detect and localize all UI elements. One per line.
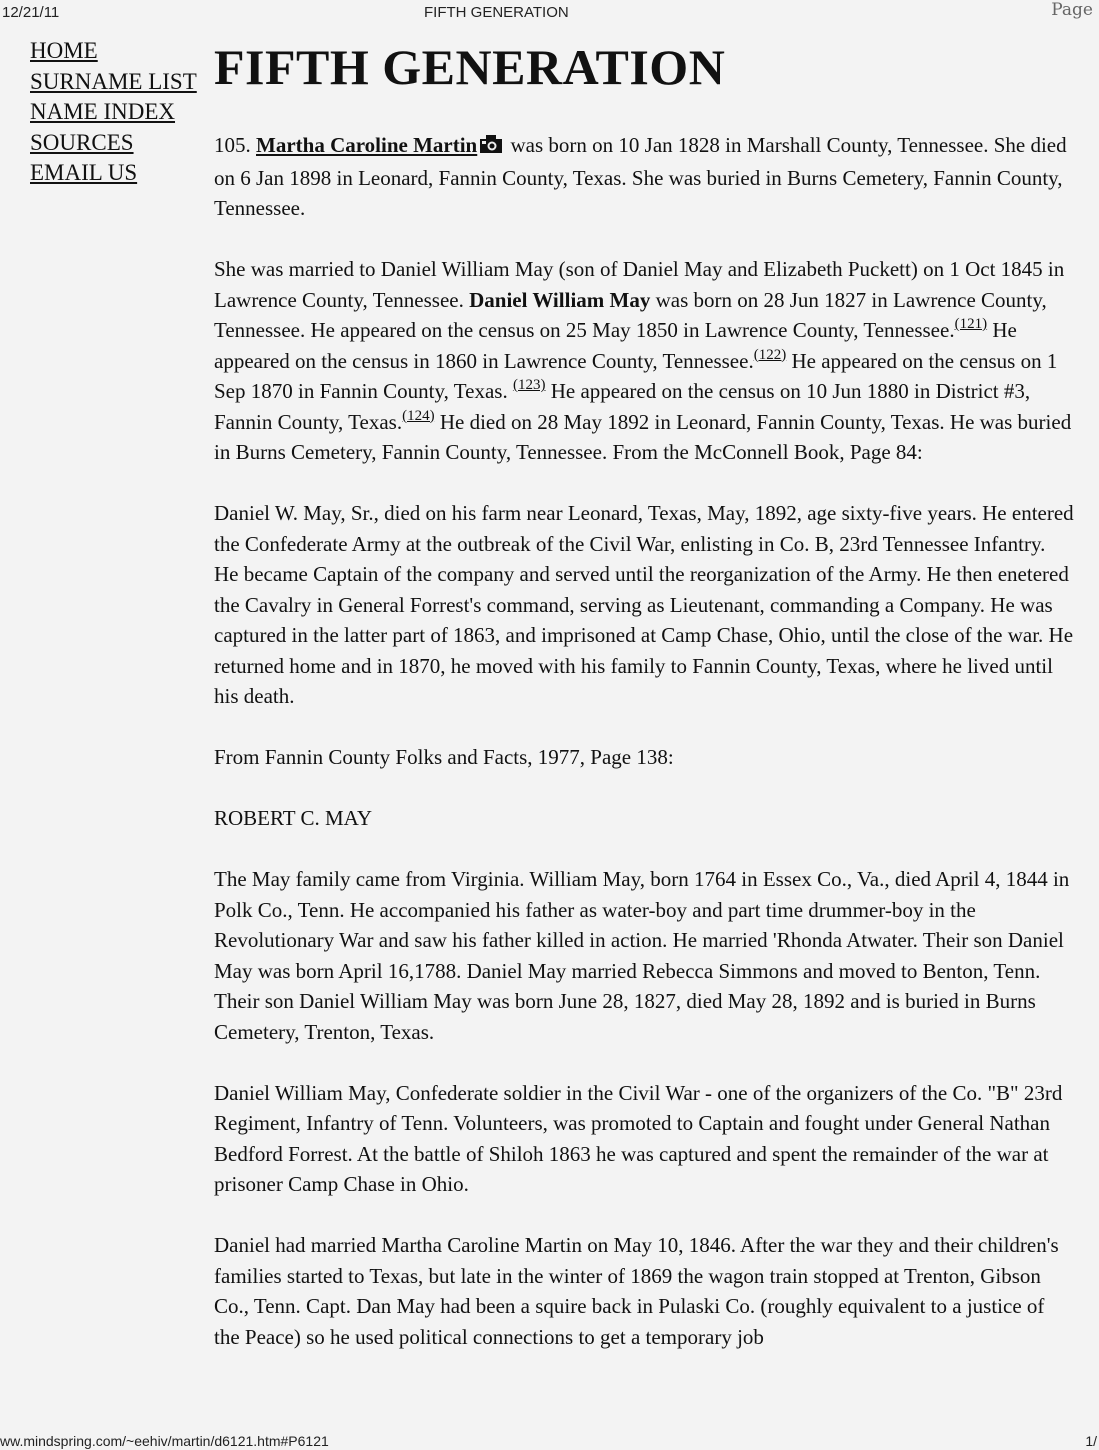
print-footer-url: ww.mindspring.com/~eehiv/martin/d6121.htm#P6121: [0, 1433, 329, 1449]
spouse-name: Daniel William May: [469, 287, 651, 312]
entry-text: She was married to Daniel William May (son of Daniel May and Elizabeth Puckett) on 1 Oct 1845 in Lawrence County, Tennessee.: [214, 257, 1065, 312]
print-date: 12/21/11: [2, 4, 60, 21]
nav-sources-link[interactable]: SOURCES: [30, 129, 134, 155]
print-header-title: FIFTH GENERATION: [424, 4, 569, 21]
entry-text: He appeared on the census on 10 Jun 1880 in District #3, Fannin County, Texas.: [214, 379, 1031, 434]
entry-text: was born on 10 Jan 1828 in Marshall County, Tennessee. She died on 6 Jan 1898 in Leonard, Fannin County, Texas. She was buried in Burns Cemetery, Fannin County, Tennessee.: [214, 133, 1067, 220]
entry-text: was born on 28 Jun 1827 in Lawrence County, Tennessee. He appeared on the census on 25 May 1850 in Lawrence County, Tennessee.: [214, 287, 1047, 342]
page-title: FIFTH GENERATION: [214, 39, 726, 95]
entry-paragraph-6: The May family came from Virginia. William May, born 1764 in Essex Co., Va., died April 4, 1844 in Polk Co., Tenn. He accompanied his father as water-boy and part time drummer-boy in the Revolutionary War and saw his father killed in action. He married 'Rhonda Atwater. Their son Daniel May was born April 16,1788. Daniel May married Rebecca Simmons and moved to Benton, Tenn. Their son Daniel William May was born June 28, 1827, died May 28, 1892 and is buried in Burns Cemetery, Trenton, Texas.: [214, 867, 1070, 1044]
site-nav: [30, 36, 220, 189]
genealogy-entry: [214, 130, 1074, 1383]
nav-email-link[interactable]: EMAIL US: [30, 160, 138, 185]
entry-text: He appeared on the census in 1860 in Lawrence County, Tennessee.: [214, 318, 1017, 373]
camera-icon[interactable]: [479, 132, 503, 163]
entry-number: 105.: [214, 133, 251, 157]
citation-link-124[interactable]: (124): [402, 407, 435, 424]
entry-paragraph-3: Daniel W. May, Sr., died on his farm near Leonard, Texas, May, 1892, age sixty-five years. He entered the Confederate Army at the outbreak of the Civil War, enlisting in Co. B, 23rd Tennessee Infantry. He became Captain of the company and served until the reorganization of the Army. He then enetered the Cavalry in General Forrest's command, serving as Lieutenant, commanding a Company. He was captured in the latter part of 1863, and imprisoned at Camp Chase, Ohio, until the close of the war. He returned home and in 1870, he moved with his family to Fannin County, Texas, where he lived until his death.: [214, 501, 1074, 708]
entry-text: He died on 28 May 1892 in Leonard, Fannin County, Texas. He was buried in Burns Cemetery, Fannin County, Tennessee. From the McConnell Book, Page 84:: [214, 409, 1072, 464]
nav-surname-list-link[interactable]: SURNAME LIST: [30, 68, 197, 94]
entry-paragraph-1: [214, 130, 1074, 224]
entry-subheading: ROBERT C. MAY: [214, 806, 373, 830]
person-name-link[interactable]: Martha Caroline Martin: [256, 133, 478, 157]
entry-paragraph-2: [214, 254, 1074, 468]
nav-name-index-link[interactable]: NAME INDEX: [30, 99, 176, 124]
citation-link-122[interactable]: (122): [753, 346, 787, 363]
nav-home-link[interactable]: HOME: [30, 38, 98, 63]
entry-text: He appeared on the census on 1 Sep 1870 in Fannin County, Texas.: [214, 348, 1058, 403]
entry-paragraph-8: Daniel had married Martha Caroline Martin on May 10, 1846. After the war they and their children's families started to Texas, but late in the winter of 1869 the wagon train stopped at Trenton, Gibson Co., Tenn. Capt. Dan May had been a squire back in Pulaski Co. (roughly equivalent to a justice of the Peace) so he used political connections to get a temporary job: [214, 1233, 1059, 1349]
print-footer-page: 1/: [1085, 1433, 1097, 1449]
handwritten-page-note: Page: [1051, 0, 1093, 20]
citation-link-123[interactable]: (123): [512, 377, 546, 393]
entry-paragraph-7: Daniel William May, Confederate soldier in the Civil War - one of the organizers of the Co. "B" 23rd Regiment, Infantry of Tenn. Volunteers, was promoted to Captain and fought under General Nathan Bedford Forrest. At the battle of Shiloh 1863 he was captured and spent the remainder of the war at prisoner Camp Chase in Ohio.: [214, 1080, 1063, 1196]
citation-link-121[interactable]: (121): [954, 316, 988, 332]
entry-paragraph-4: From Fannin County Folks and Facts, 1977, Page 138:: [214, 745, 674, 769]
